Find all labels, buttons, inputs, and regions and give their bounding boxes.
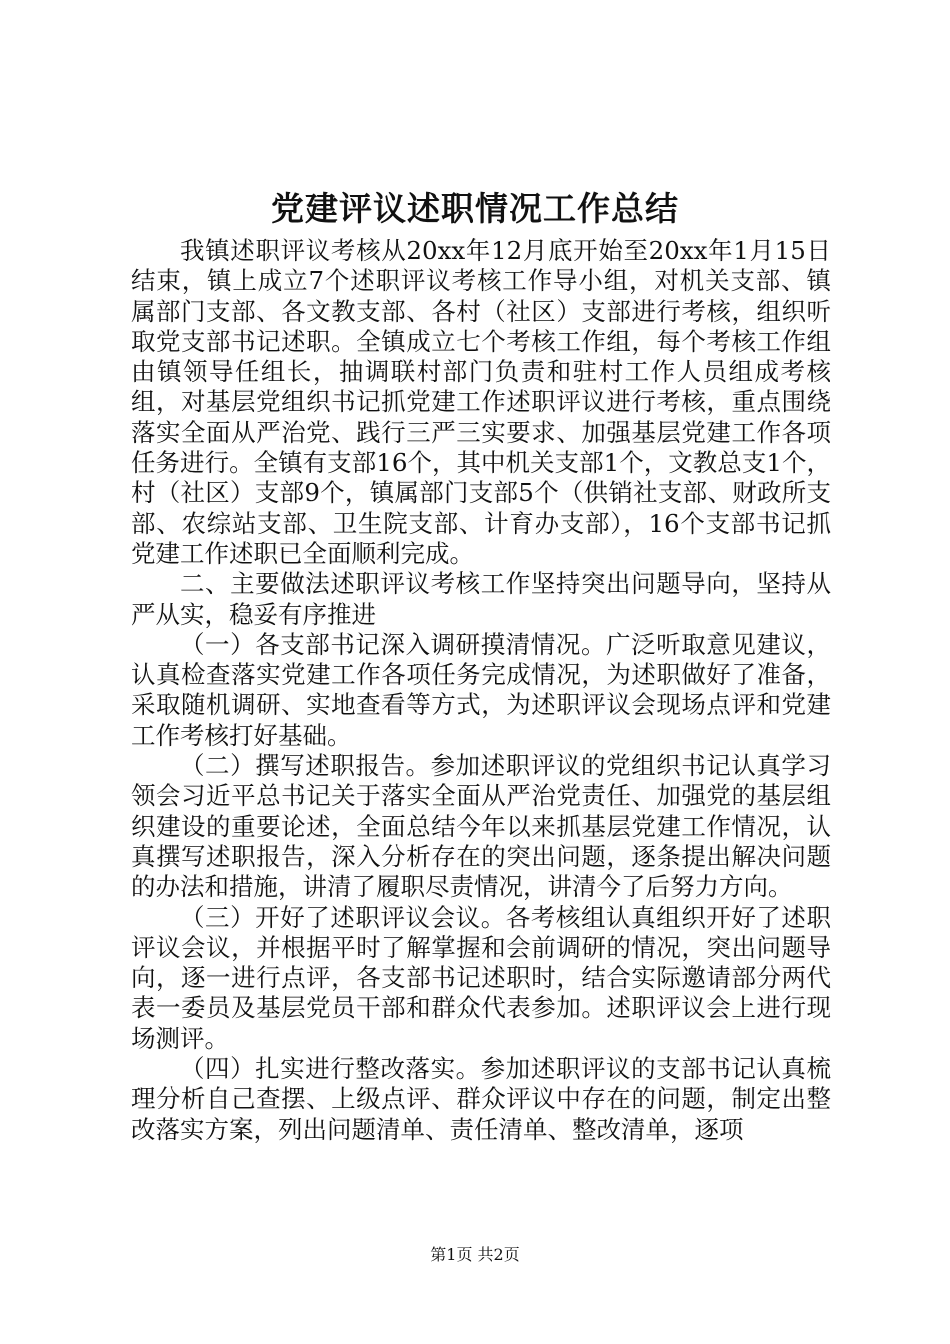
paragraph-item-2: （二）撰写述职报告。参加述职评议的党组织书记认真学习领会习近平总书记关于落实全面从严治党责任、加强党的基层组织建设的重要论述，全面总结今年以来抓基层党建工作情况，认真撰写述职报告，深入分析存在的突出问题，逐条提出解决问题的办法和措施，讲清了履职尽责情况，讲清今了后努力方向。 (131, 751, 831, 902)
document-body (131, 236, 831, 1145)
document-title: 党建评议述职情况工作总结 (271, 189, 679, 228)
paragraph-intro: 我镇述职评议考核从20xx年12月底开始至20xx年1月15日结束，镇上成立7个述职评议考核工作导小组，对机关支部、镇属部门支部、各文教支部、各村（社区）支部进行考核，组织听取党支部书记述职。全镇成立七个考核工作组，每个考核工作组由镇领导任组长，抽调联村部门负责和驻村工作人员组成考核组，对基层党组织书记抓党建工作述职评议进行考核，重点围绕落实全面从严治党、践行三严三实要求、加强基层党建工作各项任务进行。全镇有支部16个，其中机关支部1个，文教总支1个，村（社区）支部9个，镇属部门支部5个（供销社支部、财政所支部、农综站支部、卫生院支部、计育办支部），16个支部书记抓党建工作述职已全面顺利完成。 (131, 236, 831, 568)
paragraph-item-4: （四）扎实进行整改落实。参加述职评议的支部书记认真梳理分析自己查摆、上级点评、群众评议中存在的问题，制定出整改落实方案，列出问题清单、责任清单、整改清单，逐项 (131, 1054, 831, 1144)
paragraph-section-heading: 二、主要做法述职评议考核工作坚持突出问题导向，坚持从严从实，稳妥有序推进 (131, 569, 831, 629)
paragraph-item-1: （一）各支部书记深入调研摸清情况。广泛听取意见建议，认真检查落实党建工作各项任务完成情况，为述职做好了准备，采取随机调研、实地查看等方式，为述职评议会现场点评和党建工作考核打好基础。 (131, 629, 831, 750)
paragraph-item-3: （三）开好了述职评议会议。各考核组认真组织开好了述职评议会议，并根据平时了解掌握和会前调研的情况，突出问题导向，逐一进行点评，各支部书记述职时，结合实际邀请部分两代表一委员及基层党员干部和群众代表参加。述职评议会上进行现场测评。 (131, 902, 831, 1053)
page-footer: 第1页 共2页 (430, 1245, 520, 1264)
